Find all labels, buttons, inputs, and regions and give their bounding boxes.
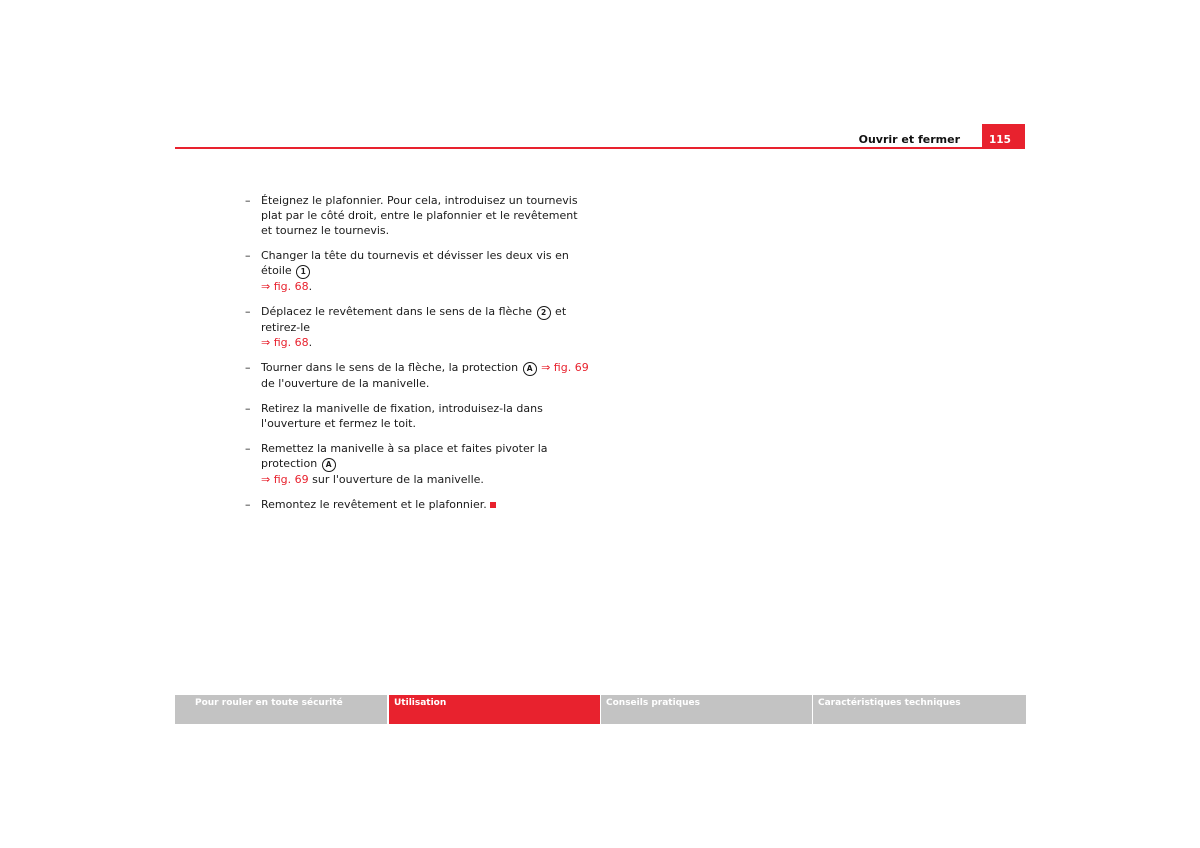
page-number: 115 bbox=[982, 124, 1025, 149]
step-text-end: sur l'ouverture de la manivelle. bbox=[308, 473, 484, 486]
list-item bbox=[245, 497, 590, 512]
tab-technical-specs[interactable] bbox=[813, 695, 1026, 724]
step-text: Changer la tête du tournevis et dévisser les deux vis en étoile bbox=[261, 249, 569, 277]
bullet-dash: – bbox=[245, 402, 251, 415]
tab-label: Utilisation bbox=[394, 698, 447, 708]
list-item bbox=[245, 304, 590, 350]
tab-safety[interactable] bbox=[175, 695, 387, 724]
header-divider bbox=[175, 147, 1025, 149]
bullet-dash: – bbox=[245, 194, 251, 207]
end-of-section-icon bbox=[490, 502, 496, 508]
figure-reference-link[interactable]: ⇒ fig. 68 bbox=[261, 336, 309, 349]
step-text: Remettez la manivelle à sa place et faites pivoter la protection bbox=[261, 442, 548, 470]
section-title: Ouvrir et fermer bbox=[858, 133, 960, 146]
bullet-dash: – bbox=[245, 442, 251, 455]
list-item bbox=[245, 441, 590, 487]
list-item bbox=[245, 193, 590, 238]
callout-marker: A bbox=[523, 362, 537, 376]
list-item bbox=[245, 401, 590, 431]
list-item bbox=[245, 360, 590, 391]
list-item bbox=[245, 248, 590, 294]
callout-marker: 2 bbox=[537, 306, 551, 320]
footer-navigation bbox=[175, 695, 1025, 724]
step-text-end: . bbox=[308, 280, 313, 293]
step-text: Déplacez le revêtement dans le sens de la flèche bbox=[261, 305, 536, 318]
tab-label: Caractéristiques techniques bbox=[818, 698, 961, 708]
tab-label: Conseils pratiques bbox=[606, 698, 700, 708]
step-text-end: de l'ouverture de la manivelle. bbox=[261, 377, 430, 390]
step-text: Tourner dans le sens de la flèche, la protection bbox=[261, 361, 522, 374]
step-text: Retirez la manivelle de fixation, introduisez-la dans l'ouverture et fermez le toit. bbox=[261, 402, 543, 430]
step-text-end: . bbox=[308, 336, 313, 349]
figure-reference-link[interactable]: ⇒ fig. 68 bbox=[261, 280, 309, 293]
bullet-dash: – bbox=[245, 361, 251, 374]
tab-label: Pour rouler en toute sécurité bbox=[195, 698, 343, 708]
tab-utilisation[interactable] bbox=[389, 695, 600, 724]
step-text: Éteignez le plafonnier. Pour cela, introduisez un tournevis plat par le côté droit, entre le plafonnier et le revêtement et tournez le tournevis. bbox=[261, 194, 578, 237]
step-text-middle: et retirez-le bbox=[261, 305, 567, 334]
bullet-dash: – bbox=[245, 305, 251, 318]
figure-reference-link[interactable]: ⇒ fig. 69 bbox=[261, 473, 309, 486]
instruction-list bbox=[245, 193, 590, 522]
callout-marker: A bbox=[322, 458, 336, 472]
figure-reference-link[interactable]: ⇒ fig. 69 bbox=[541, 361, 589, 374]
tab-practical-tips[interactable] bbox=[601, 695, 812, 724]
step-text: Remontez le revêtement et le plafonnier. bbox=[261, 498, 487, 511]
bullet-dash: – bbox=[245, 249, 251, 262]
bullet-dash: – bbox=[245, 498, 251, 511]
callout-marker: 1 bbox=[296, 265, 310, 279]
